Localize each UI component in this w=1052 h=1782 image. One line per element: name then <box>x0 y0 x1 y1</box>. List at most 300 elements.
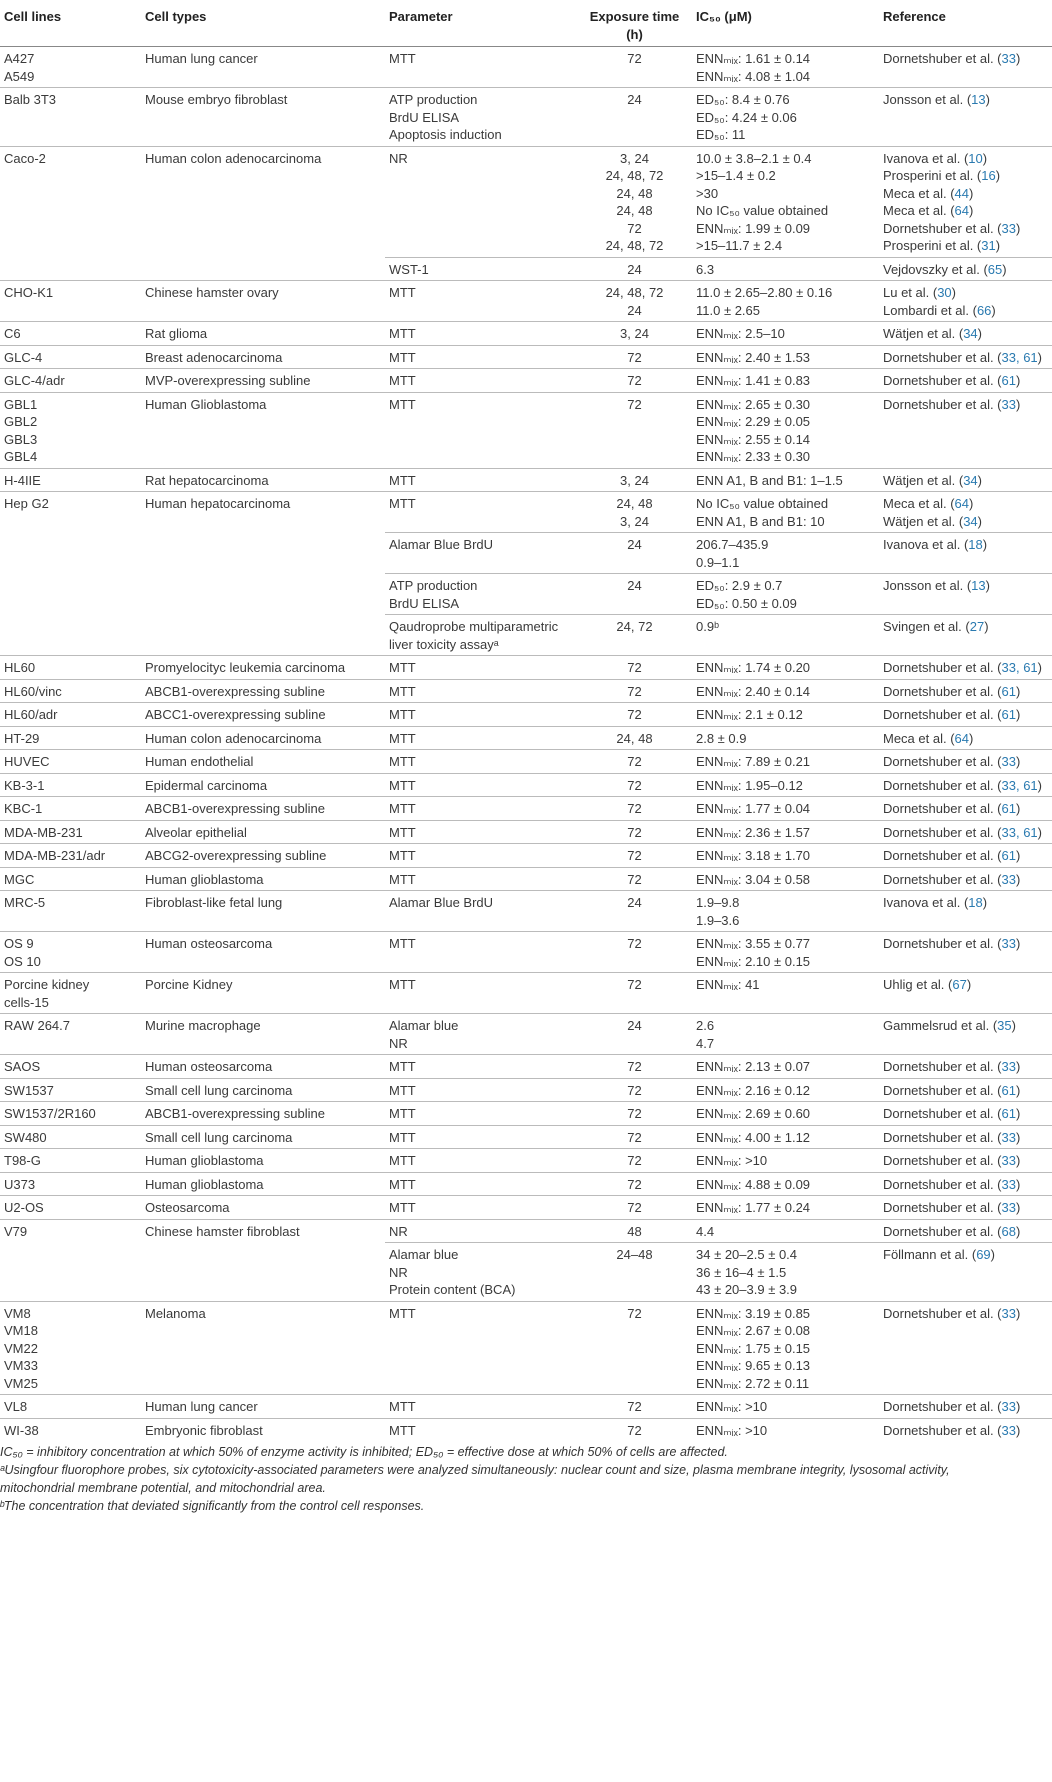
ic50-value-cell-line: ENNₘᵢₓ: 2.16 ± 0.12 <box>696 1082 811 1098</box>
parameter-cell-line: ATP production <box>389 92 478 107</box>
parameter-cell <box>385 257 577 281</box>
exposure-time-cell-line: 24 <box>627 1018 642 1033</box>
reference-cell <box>879 574 1052 615</box>
exposure-time-cell-line: 72 <box>627 848 642 863</box>
ic50-value-cell <box>692 867 879 891</box>
cell-line-name-line: MGC <box>4 871 35 887</box>
parameter-cell <box>385 322 577 346</box>
cell-line-name <box>0 891 141 932</box>
cell-line-name-line: cells-15 <box>4 994 49 1010</box>
parameter-cell-line: Qaudroprobe multiparametric <box>389 619 559 634</box>
parameter-cell <box>385 773 577 797</box>
exposure-time-cell <box>577 1172 692 1196</box>
ic50-value-cell-line: >15–11.7 ± 2.4 <box>696 238 783 253</box>
reference-line <box>883 976 1048 994</box>
parameter-cell <box>385 1102 577 1126</box>
reference-cell <box>879 257 1052 281</box>
ic50-value-cell <box>692 1055 879 1079</box>
exposure-time-cell <box>577 47 692 88</box>
cell-type-line: Human glioblastoma <box>145 871 264 887</box>
reference-author: Vejdovszky et al. ( <box>883 261 988 277</box>
reference-cell <box>879 146 1052 257</box>
parameter-cell-line: MTT <box>389 1200 416 1215</box>
reference-paren: ) <box>1011 1018 1016 1033</box>
cell-line-name <box>0 867 141 891</box>
reference-author: Dornetshuber et al. ( <box>883 396 1002 412</box>
reference-author: Jonsson et al. ( <box>883 578 972 593</box>
parameter-cell-line: MTT <box>389 977 416 992</box>
reference-citation-link[interactable]: 67 <box>952 977 967 992</box>
reference-author: Dornetshuber et al. ( <box>883 848 1002 863</box>
reference-citation-link[interactable]: 44 <box>954 185 969 201</box>
reference-author: Meca et al. ( <box>883 730 955 746</box>
reference-citation-link[interactable]: 64 <box>954 730 969 746</box>
ic50-value-cell <box>692 773 879 797</box>
reference-line <box>883 1082 1048 1100</box>
cell-line-name-line: SAOS <box>4 1059 41 1074</box>
cell-line-name <box>0 1418 141 1441</box>
reference-author: Dornetshuber et al. ( <box>883 824 1002 840</box>
reference-citation-link[interactable]: 34 <box>963 326 978 341</box>
reference-citation-link[interactable]: 34 <box>963 472 978 488</box>
parameter-cell <box>385 1055 577 1079</box>
ic50-value-cell-line: ENNₘᵢₓ: 1.95–0.12 <box>696 777 803 793</box>
cell-line-name <box>0 1102 141 1126</box>
reference-cell <box>879 322 1052 346</box>
cell-line-name <box>0 820 141 844</box>
table-row <box>0 1219 1052 1243</box>
reference-paren: ) <box>1015 1223 1021 1239</box>
ic50-value-cell-line: ED₅₀: 8.4 ± 0.76 <box>696 92 790 107</box>
cell-type-line: Chinese hamster ovary <box>145 285 279 300</box>
reference-citation-link[interactable]: 33 <box>1001 1200 1016 1215</box>
reference-paren: ) <box>1015 1399 1021 1414</box>
cell-line-name-line: HUVEC <box>4 754 50 769</box>
reference-line <box>883 472 1048 490</box>
cell-line-name-line: A427 <box>4 51 35 66</box>
ic50-value-cell-line: 4.4 <box>696 1223 715 1239</box>
reference-author: Dornetshuber et al. ( <box>883 220 1002 236</box>
ic50-value-cell <box>692 1243 879 1302</box>
reference-citation-link[interactable]: 64 <box>954 496 969 511</box>
parameter-cell <box>385 533 577 574</box>
reference-citation-link[interactable]: 33 <box>1001 1305 1016 1321</box>
exposure-time-cell <box>577 1196 692 1220</box>
parameter-cell-line: Alamar blue <box>389 1247 459 1262</box>
reference-paren: ) <box>1015 754 1021 769</box>
cell-type <box>141 392 385 468</box>
table-row <box>0 679 1052 703</box>
parameter-cell-line: MTT <box>389 848 416 863</box>
exposure-time-cell <box>577 656 692 680</box>
ic50-value-cell-line: 43 ± 20–3.9 ± 3.9 <box>696 1282 798 1297</box>
cell-line-name-line: SW480 <box>4 1129 47 1145</box>
parameter-cell <box>385 1014 577 1055</box>
ic50-value-cell <box>692 492 879 533</box>
reference-author: Wätjen et al. ( <box>883 326 964 341</box>
exposure-time-cell-line: 24, 48 <box>616 730 653 746</box>
ic50-value-cell-line: ENNₘᵢₓ: 2.55 ± 0.14 <box>696 431 811 447</box>
exposure-time-cell-line: 24 <box>627 578 642 593</box>
reference-citation-link[interactable]: 61 <box>1001 683 1016 699</box>
reference-author: Wätjen et al. ( <box>883 513 964 529</box>
cell-line-name <box>0 1078 141 1102</box>
cell-type-line: MVP-overexpressing subline <box>145 373 311 388</box>
cell-type-line: ABCB1-overexpressing subline <box>145 1106 325 1121</box>
cell-line-name-line: MDA-MB-231 <box>4 824 83 840</box>
reference-cell <box>879 932 1052 973</box>
reference-citation-link[interactable]: 33, 61 <box>1001 349 1038 365</box>
reference-line <box>883 284 1048 302</box>
reference-line <box>883 220 1048 238</box>
ic50-value-cell <box>692 1301 879 1395</box>
reference-paren: ) <box>1015 1200 1021 1215</box>
ic50-value-cell-line: 0.9–1.1 <box>696 554 740 570</box>
parameter-cell-line: MTT <box>389 1153 416 1168</box>
reference-citation-link[interactable]: 68 <box>1001 1223 1016 1239</box>
reference-citation-link[interactable]: 34 <box>963 513 978 529</box>
reference-line <box>883 1422 1048 1440</box>
reference-paren: ) <box>995 238 1001 253</box>
ic50-value-cell-line: ENNₘᵢₓ: >10 <box>696 1399 768 1414</box>
parameter-cell-line: MTT <box>389 936 416 951</box>
reference-cell <box>879 468 1052 492</box>
reference-author: Uhlig et al. ( <box>883 977 953 992</box>
cell-line-name-line: VM18 <box>4 1323 38 1338</box>
parameter-cell <box>385 615 577 656</box>
exposure-time-cell <box>577 1418 692 1441</box>
reference-citation-link[interactable]: 61 <box>1001 848 1016 863</box>
reference-cell <box>879 1125 1052 1149</box>
ic50-value-cell-line: No IC₅₀ value obtained <box>696 496 829 511</box>
table-row <box>0 1418 1052 1441</box>
reference-line <box>883 824 1048 842</box>
header-parameter: Parameter <box>385 0 577 47</box>
cell-line-name-line: MRC-5 <box>4 895 46 910</box>
reference-citation-link[interactable]: 10 <box>968 150 983 166</box>
parameter-cell-line: MTT <box>389 1176 416 1192</box>
parameter-cell <box>385 1219 577 1243</box>
parameter-cell <box>385 844 577 868</box>
exposure-time-cell-line: 24 <box>627 261 642 277</box>
exposure-time-cell-line: 24, 72 <box>616 619 653 634</box>
ic50-value-cell <box>692 468 879 492</box>
cell-type-line: Small cell lung carcinoma <box>145 1082 293 1098</box>
parameter-cell-line: MTT <box>389 824 416 840</box>
reference-author: Dornetshuber et al. ( <box>883 1422 1002 1438</box>
reference-paren: ) <box>1037 824 1043 840</box>
table-row <box>0 726 1052 750</box>
reference-author: Dornetshuber et al. ( <box>883 1399 1002 1414</box>
reference-citation-link[interactable]: 30 <box>937 285 952 300</box>
reference-cell <box>879 1172 1052 1196</box>
cell-line-name <box>0 322 141 346</box>
ic50-value-cell-line: ENNₘᵢₓ: 4.00 ± 1.12 <box>696 1129 811 1145</box>
reference-citation-link[interactable]: 69 <box>976 1247 991 1262</box>
cell-type <box>141 1055 385 1079</box>
parameter-cell <box>385 1395 577 1419</box>
cell-line-name <box>0 726 141 750</box>
ic50-value-cell-line: ENNₘᵢₓ: 1.75 ± 0.15 <box>696 1340 811 1356</box>
parameter-cell-line: MTT <box>389 1129 416 1145</box>
reference-citation-link[interactable]: 61 <box>1001 373 1016 388</box>
reference-cell <box>879 492 1052 533</box>
reference-line <box>883 495 1048 513</box>
cell-line-name <box>0 797 141 821</box>
reference-line <box>883 847 1048 865</box>
cell-line-name-line: SW1537/2R160 <box>4 1106 96 1121</box>
reference-citation-link[interactable]: 33 <box>1001 754 1016 769</box>
ic50-value-cell <box>692 574 879 615</box>
ic50-value-cell <box>692 615 879 656</box>
ic50-value-cell <box>692 1102 879 1126</box>
parameter-cell-line: Alamar blue <box>389 1018 459 1033</box>
reference-citation-link[interactable]: 31 <box>981 238 996 253</box>
ic50-value-cell-line: No IC₅₀ value obtained <box>696 203 829 218</box>
reference-citation-link[interactable]: 33 <box>1001 1129 1016 1145</box>
ic50-value-cell-line: ED₅₀: 0.50 ± 0.09 <box>696 595 797 611</box>
exposure-time-cell <box>577 1395 692 1419</box>
cell-type-line: Promyelocityc leukemia carcinoma <box>145 660 346 675</box>
reference-citation-link[interactable]: 18 <box>968 537 983 552</box>
reference-citation-link[interactable]: 27 <box>969 619 985 634</box>
reference-citation-link[interactable]: 13 <box>971 578 986 593</box>
reference-citation-link[interactable]: 33 <box>1001 1059 1016 1074</box>
cell-line-name <box>0 345 141 369</box>
cell-type-line: Small cell lung carcinoma <box>145 1129 293 1145</box>
parameter-cell <box>385 750 577 774</box>
ic50-value-cell-line: ED₅₀: 4.24 ± 0.06 <box>696 109 797 125</box>
ic50-value-cell-line: ENNₘᵢₓ: 1.77 ± 0.24 <box>696 1200 811 1215</box>
reference-line <box>883 396 1048 414</box>
reference-citation-link[interactable]: 33 <box>1001 396 1016 412</box>
reference-citation-link[interactable]: 33 <box>1001 1153 1016 1168</box>
reference-paren: ) <box>966 977 972 992</box>
ic50-value-cell <box>692 1395 879 1419</box>
reference-citation-link[interactable]: 33 <box>1001 1422 1016 1438</box>
reference-paren: ) <box>985 578 990 593</box>
reference-citation-link[interactable]: 35 <box>997 1018 1012 1033</box>
reference-line <box>883 683 1048 701</box>
ic50-value-cell <box>692 281 879 322</box>
cell-line-name <box>0 492 141 656</box>
header-ic50: IC₅₀ (μM) <box>692 0 879 47</box>
parameter-cell <box>385 726 577 750</box>
cell-line-name-line: C6 <box>4 326 21 341</box>
parameter-cell <box>385 1149 577 1173</box>
reference-citation-link[interactable]: 61 <box>1001 1106 1016 1121</box>
reference-citation-link[interactable]: 33 <box>1001 51 1016 66</box>
reference-author: Dornetshuber et al. ( <box>883 1082 1002 1098</box>
parameter-cell-line: ATP production <box>389 578 478 593</box>
parameter-cell <box>385 1172 577 1196</box>
ic50-value-cell <box>692 146 879 257</box>
table-row <box>0 345 1052 369</box>
table-row <box>0 1395 1052 1419</box>
parameter-cell-line: NR <box>389 1264 408 1280</box>
ic50-value-cell-line: 10.0 ± 3.8–2.1 ± 0.4 <box>696 150 812 166</box>
reference-citation-link[interactable]: 65 <box>987 261 1003 277</box>
parameter-cell-line: MTT <box>389 285 416 300</box>
reference-citation-link[interactable]: 33 <box>1001 1399 1016 1414</box>
exposure-time-cell <box>577 392 692 468</box>
ic50-value-cell-line: ENNₘᵢₓ: 3.18 ± 1.70 <box>696 848 811 863</box>
reference-citation-link[interactable]: 33 <box>1001 936 1016 951</box>
parameter-cell <box>385 146 577 257</box>
reference-cell <box>879 369 1052 393</box>
parameter-cell <box>385 1196 577 1220</box>
parameter-cell <box>385 679 577 703</box>
table-row <box>0 281 1052 322</box>
reference-cell <box>879 750 1052 774</box>
cell-line-name-line: SW1537 <box>4 1082 54 1098</box>
parameter-cell <box>385 345 577 369</box>
exposure-time-cell <box>577 1055 692 1079</box>
reference-citation-link[interactable]: 66 <box>976 302 992 318</box>
exposure-time-cell <box>577 1078 692 1102</box>
table-row <box>0 773 1052 797</box>
ic50-value-cell-line: ENNₘᵢₓ: 2.29 ± 0.05 <box>696 414 811 429</box>
exposure-time-cell-line: 3, 24 <box>620 472 649 488</box>
cell-type-line: Human glioblastoma <box>145 1153 264 1168</box>
cell-type-line: Alveolar epithelial <box>145 824 247 840</box>
reference-cell <box>879 679 1052 703</box>
parameter-cell <box>385 281 577 322</box>
cell-line-name <box>0 973 141 1014</box>
parameter-cell <box>385 1301 577 1395</box>
parameter-cell <box>385 891 577 932</box>
reference-citation-link[interactable]: 61 <box>1001 1082 1016 1098</box>
reference-line <box>883 1129 1048 1147</box>
reference-line <box>883 871 1048 889</box>
reference-line <box>883 167 1048 185</box>
reference-paren: ) <box>1037 349 1043 365</box>
reference-author: Dornetshuber et al. ( <box>883 777 1002 793</box>
cell-type-line: Epidermal carcinoma <box>145 777 268 793</box>
cell-line-name-line: HL60/adr <box>4 707 58 722</box>
exposure-time-cell <box>577 322 692 346</box>
cell-line-name <box>0 773 141 797</box>
exposure-time-cell <box>577 257 692 281</box>
reference-citation-link[interactable]: 13 <box>971 92 986 107</box>
parameter-cell-line: MTT <box>389 801 416 816</box>
ic50-value-cell-line: ENNₘᵢₓ: 2.10 ± 0.15 <box>696 953 811 969</box>
cell-line-name-line: KBC-1 <box>4 801 43 816</box>
parameter-cell-line: MTT <box>389 496 416 511</box>
reference-paren: ) <box>995 168 1001 183</box>
reference-paren: ) <box>1015 936 1021 951</box>
cell-type <box>141 679 385 703</box>
reference-line <box>883 659 1048 677</box>
parameter-cell <box>385 47 577 88</box>
parameter-cell-line: MTT <box>389 396 416 412</box>
table-row <box>0 1102 1052 1126</box>
ic50-value-cell-line: ENNₘᵢₓ: 2.69 ± 0.60 <box>696 1106 811 1121</box>
reference-author: Svingen et al. ( <box>883 619 970 634</box>
reference-paren: ) <box>977 513 983 529</box>
reference-citation-link[interactable]: 61 <box>1001 801 1016 816</box>
cell-type <box>141 345 385 369</box>
reference-paren: ) <box>969 185 974 201</box>
parameter-cell-line: MTT <box>389 730 416 746</box>
ic50-value-cell-line: ENNₘᵢₓ: 3.55 ± 0.77 <box>696 936 811 951</box>
cell-line-name-line: MDA-MB-231/adr <box>4 848 106 863</box>
ic50-value-cell <box>692 322 879 346</box>
exposure-time-cell-line: 72 <box>627 1129 642 1145</box>
reference-citation-link[interactable]: 61 <box>1001 707 1016 722</box>
table-row <box>0 867 1052 891</box>
exposure-time-cell-line: 72 <box>627 1082 642 1098</box>
reference-citation-link[interactable]: 33 <box>1001 220 1016 236</box>
exposure-time-cell-line: 72 <box>627 220 642 236</box>
reference-line <box>883 91 1048 109</box>
reference-paren: ) <box>1037 660 1043 675</box>
reference-cell <box>879 820 1052 844</box>
cell-type <box>141 468 385 492</box>
cell-type-line: ABCC1-overexpressing subline <box>145 707 326 722</box>
exposure-time-cell-line: 72 <box>627 660 642 675</box>
reference-citation-link[interactable]: 33 <box>1001 1176 1016 1192</box>
exposure-time-cell <box>577 679 692 703</box>
parameter-cell-line: Alamar Blue BrdU <box>389 895 494 910</box>
ic50-value-cell-line: ENNₘᵢₓ: 2.67 ± 0.08 <box>696 1323 811 1338</box>
reference-cell <box>879 533 1052 574</box>
exposure-time-cell <box>577 1014 692 1055</box>
ic50-value-cell-line: 6.3 <box>696 261 715 277</box>
footnote-a: ᵃUsingfour fluorophore probes, six cytotoxicity-associated parameters were analyzed simultaneously: nuclear count and size, plasma membrane integrity, lysosomal activity, <box>0 1463 950 1477</box>
cell-type-line: Fibroblast-like fetal lung <box>145 895 283 910</box>
table-row <box>0 468 1052 492</box>
footnote-b: ᵇThe concentration that deviated significantly from the control cell responses. <box>0 1499 425 1513</box>
exposure-time-cell <box>577 615 692 656</box>
cell-line-name-line: KB-3-1 <box>4 777 45 793</box>
ic50-value-cell <box>692 703 879 727</box>
parameter-cell <box>385 973 577 1014</box>
cell-type <box>141 844 385 868</box>
parameter-cell <box>385 88 577 147</box>
exposure-time-cell-line: 24 <box>627 302 642 318</box>
reference-citation-link[interactable]: 64 <box>954 203 969 218</box>
exposure-time-cell <box>577 533 692 574</box>
table-row <box>0 750 1052 774</box>
ic50-value-cell-line: 11.0 ± 2.65 <box>696 302 760 318</box>
reference-cell <box>879 1014 1052 1055</box>
cell-line-name-line: V79 <box>4 1223 28 1239</box>
ic50-value-cell-line: ED₅₀: 2.9 ± 0.7 <box>696 578 783 593</box>
cell-line-name-line: Hep G2 <box>4 496 49 511</box>
ic50-value-cell-line: ENNₘᵢₓ: 2.65 ± 0.30 <box>696 396 811 412</box>
ic50-value-cell-line: ENNₘᵢₓ: 1.99 ± 0.09 <box>696 220 811 236</box>
parameter-cell-line: MTT <box>389 754 416 769</box>
ic50-value-cell <box>692 726 879 750</box>
reference-citation-link[interactable]: 18 <box>968 895 983 910</box>
reference-citation-link[interactable]: 33, 61 <box>1001 824 1038 840</box>
table-row <box>0 322 1052 346</box>
cell-type <box>141 1196 385 1220</box>
reference-citation-link[interactable]: 33, 61 <box>1001 777 1038 793</box>
parameter-cell-line: Protein content (BCA) <box>389 1282 516 1297</box>
ic50-value-cell-line: ENNₘᵢₓ: 2.40 ± 1.53 <box>696 349 811 365</box>
reference-citation-link[interactable]: 16 <box>981 168 996 183</box>
reference-author: Föllmann et al. ( <box>883 1247 977 1262</box>
reference-cell <box>879 615 1052 656</box>
parameter-cell <box>385 867 577 891</box>
reference-citation-link[interactable]: 33, 61 <box>1001 660 1038 675</box>
ic50-value-cell <box>692 1219 879 1243</box>
reference-paren: ) <box>977 472 983 488</box>
reference-citation-link[interactable]: 33 <box>1001 871 1016 887</box>
exposure-time-cell <box>577 1125 692 1149</box>
